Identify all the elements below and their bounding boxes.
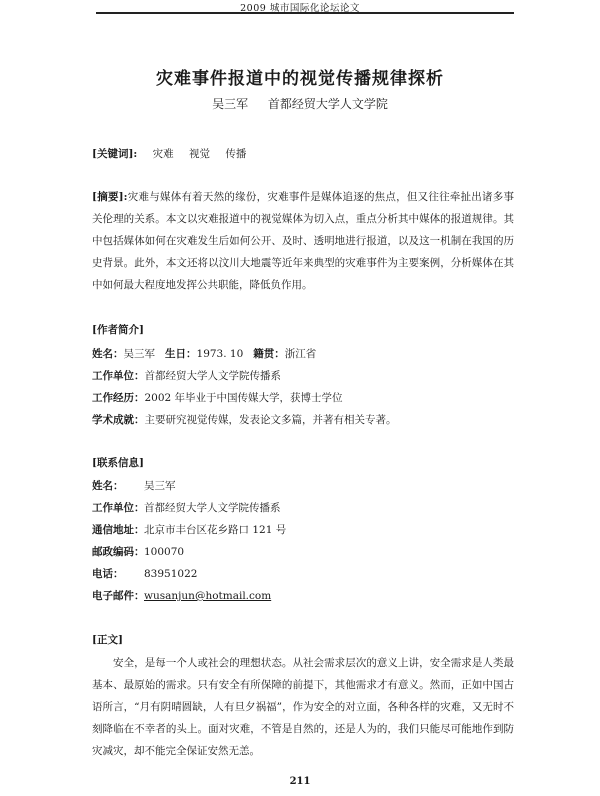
native-label: 籍贯： [253,348,285,360]
contact-name-row [92,478,176,493]
keyword-item: 传播 [225,148,247,160]
achievement-value: 主要研究视觉传媒，发表论文多篇，并著有相关专著。 [144,414,397,426]
header-divider [96,12,514,14]
contact-postcode-value: 100070 [144,546,185,558]
experience-value: 2002 年毕业于中国传媒大学，获博士学位 [144,392,343,404]
achievement-label: 学术成就： [92,414,145,426]
birth-value: 1973. 10 [196,348,244,360]
contact-address-row [92,522,286,537]
keywords-label: [关键词]: [92,148,138,160]
abstract [92,186,514,296]
author-experience-row [92,390,343,405]
contact-address-value: 北京市丰台区花乡路口 121 号 [144,524,287,536]
keyword-item: 灾难 [152,148,174,160]
contact-workplace-row [92,500,281,515]
birth-label: 生日： [165,348,197,360]
paper-title: 灾难事件报道中的视觉传播规律探析 [156,69,444,89]
contact-workplace-value: 首都经贸大学人文学院传播系 [144,502,281,514]
workplace-value: 首都经贸大学人文学院传播系 [144,370,281,382]
contact-postcode-label: 邮政编码： [92,546,145,558]
author-workplace-row [92,368,281,383]
author-basic-row [92,346,316,361]
contact-postcode-row [92,544,184,559]
contact-email-link[interactable]: wusanjun@hotmail.com [144,590,272,602]
main-text-heading: [正文] [92,634,123,646]
abstract-text: 灾难与媒体有着天然的缘份，灾难事件是媒体追逐的焦点，但又往往牵扯出诸多事关伦理的关系。本文以灾难报道中的视觉媒体为切入点，重点分析其中媒体的报道规律。其中包括媒体如何在灾难发生后如何公开、及时、透明地进行报道，以及这一机制在我国的历史背景。此外，本文还将以汶川大地震等近年来典型的灾难事件为主要案例，分析媒体在其中如何最大程度地发挥公共职能，降低负作用。 [92,191,515,291]
author-achievement-row [92,412,397,427]
author-affiliation: 首都经贸大学人文学院 [267,97,388,111]
contact-address-label: 通信地址： [92,524,145,536]
contact-email-label: 电子邮件： [92,590,145,602]
contact-name-label: 姓名： [92,480,124,492]
author-name: 吴三军 [212,97,249,111]
experience-label: 工作经历： [92,392,145,404]
workplace-label: 工作单位： [92,370,145,382]
contact-phone-label: 电话： [92,568,124,580]
abstract-label: [摘要]: [92,191,128,203]
contact-email-row [92,588,271,603]
name-label: 姓名： [92,348,124,360]
contact-phone-row [92,566,197,581]
main-text-paragraph [92,652,514,762]
page-number: 211 [289,776,311,787]
author-line [0,95,600,112]
keyword-item: 视觉 [189,148,210,160]
keywords [92,143,514,165]
running-header: 2009 城市国际化论坛论文 [240,3,360,14]
main-text-body: 安全，是每一个人或社会的理想状态。从社会需求层次的意义上讲，安全需求是人类最基本、最原始的需求。只有安全有所保障的前提下，其他需求才有意义。然而，正如中国古语所言，“月有阴晴圆缺，人有旦夕祸福”，作为安全的对立面，各种各样的灾难，又无时不刻降临在不幸者的头上。面对灾难，不管是自然的，还是人为的，我们只能尽可能地作到防灾减灾，却不能完全保证安然无恙。 [92,657,514,757]
contact-phone-value: 83951022 [144,568,198,580]
contact-workplace-label: 工作单位： [92,502,145,514]
name-value: 吴三军 [123,348,155,360]
native-value: 浙江省 [284,348,317,360]
author-info-heading: [作者简介] [92,324,144,336]
contact-heading: [联系信息] [92,457,144,469]
contact-name-value: 吴三军 [144,480,176,492]
